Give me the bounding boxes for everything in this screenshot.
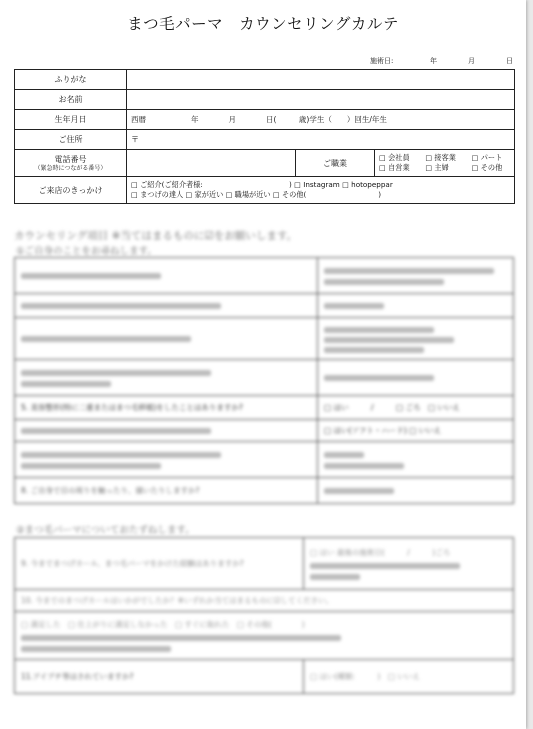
q6 — [15, 420, 318, 442]
phone-field[interactable] — [127, 150, 296, 177]
q4 — [15, 360, 318, 396]
q7-answer[interactable] — [318, 442, 514, 478]
name-field[interactable] — [127, 90, 515, 110]
date-day: 日 — [506, 57, 513, 65]
q7 — [15, 442, 318, 478]
section2-heading: ②まつ毛パーマについておたずねします。 — [16, 525, 195, 536]
job-options — [375, 150, 515, 177]
q11-answer[interactable]: □ はい(種類: ) □ いいえ — [304, 660, 514, 694]
phone-sublabel: （緊急時につながる番号） — [34, 164, 107, 172]
q5-answer[interactable]: □ はい / □ ごろ □ いいえ — [318, 396, 514, 420]
date-year: 年 — [430, 57, 437, 65]
address-field[interactable]: 〒 — [127, 130, 515, 150]
q2-answer[interactable] — [318, 294, 514, 318]
phone-label — [15, 150, 127, 177]
phone-label-text: 電話番号 — [54, 154, 87, 164]
visit-options-line2[interactable]: □ まつげの達人 □ 家が近い □ 職場が近い □ その他( ) — [131, 190, 382, 199]
birthdate-field[interactable]: 西暦 年 月 日( 歳)学生（ ）回生/年生 — [127, 110, 515, 130]
job-option-other[interactable]: □ その他 — [471, 163, 503, 172]
q4-answer[interactable] — [318, 360, 514, 396]
customer-info-table — [14, 69, 515, 204]
furigana-field[interactable] — [127, 70, 515, 90]
q3-answer[interactable] — [318, 318, 514, 360]
job-option-self-employed[interactable]: □ 自営業 — [379, 163, 410, 172]
visit-reason-options — [127, 177, 515, 204]
section1-heading: ①ご自身のことをお尋ねします。 — [16, 246, 157, 257]
birthdate-label: 生年月日 — [15, 110, 127, 130]
visit-options-line1[interactable]: □ ご紹介(ご紹介者様: ) □ Instagram □ hotopeppar — [131, 180, 393, 189]
counseling-questions-blurred — [12, 224, 518, 704]
q3 — [15, 318, 318, 360]
date-month: 月 — [468, 57, 475, 65]
furigana-label: ふりがな — [15, 70, 127, 90]
q9-answer[interactable] — [304, 538, 514, 590]
page-title: まつ毛パーマ カウンセリングカルテ — [127, 15, 399, 33]
job-option-office-worker[interactable]: □ 会社員 — [379, 153, 410, 162]
q10-options-text: □ 満足した □ 仕上がりに満足しなかった □ すぐに取れた □ その他( ) — [21, 620, 305, 629]
address-label: ご住所 — [15, 130, 127, 150]
q11: 11.アイプチ等はされていますか? — [15, 660, 304, 694]
counseling-heading: カウンセリング項目 ※当てはまるものに☑をお願いします。 — [14, 230, 297, 242]
date-label: 施術日: — [370, 57, 394, 65]
job-option-service[interactable]: □ 接客業 — [425, 153, 456, 162]
q2 — [15, 294, 318, 318]
name-label: お名前 — [15, 90, 127, 110]
q9: 9. 今までまつげカール、まつ毛パーマをかけた経験はありますか? — [15, 538, 304, 590]
job-option-homemaker[interactable]: □ 主婦 — [425, 163, 449, 172]
q6-answer[interactable]: □ はい(ソフト・ハード) □ いいえ — [318, 420, 514, 442]
q8-answer[interactable] — [318, 478, 514, 504]
job-option-part-time[interactable]: □ パート — [471, 153, 503, 162]
q8: 8. ご自身で目の周りを触ったり、掻いたりしますか? — [15, 478, 318, 504]
q1 — [15, 258, 318, 294]
q10-options[interactable] — [15, 612, 514, 660]
q1-answer[interactable] — [318, 258, 514, 294]
section1-table — [14, 257, 514, 504]
q10: 10. 今までのまつげカールはいかがでしたか？※いずれか当てはまるものに☑してください。 — [15, 590, 514, 612]
q5: 5. 美容整形(特に二重またはまつ毛移植)をしたことはありますか? — [15, 396, 318, 420]
q9-answer-text: □ はい 最後の施術日( / )ごろ — [310, 548, 451, 557]
section2-table — [14, 537, 514, 694]
visit-reason-label: ご来店のきっかけ — [15, 177, 127, 204]
job-label: ご職業 — [296, 150, 375, 177]
